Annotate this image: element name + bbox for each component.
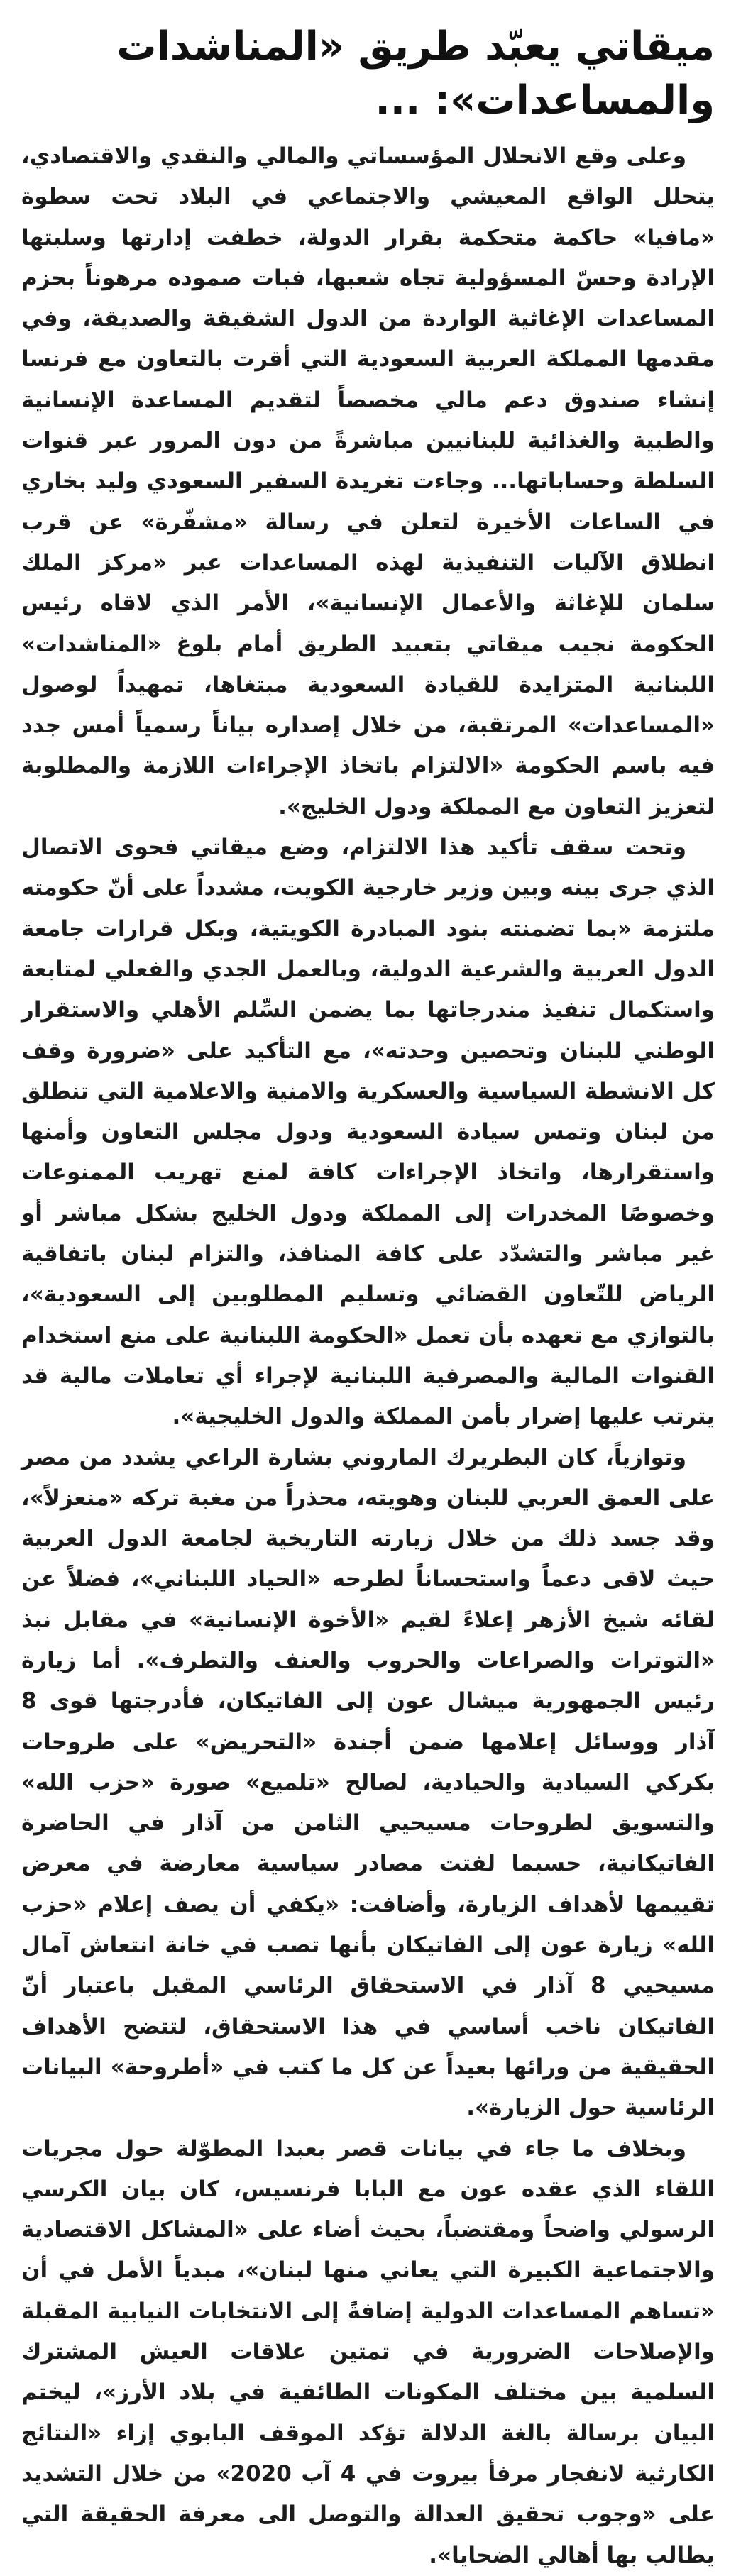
article-body (21, 136, 715, 2576)
article-paragraph: وبخلاف ما جاء في بيانات قصر بعبدا المطوّلة حول مجريات اللقاء الذي عقده عون مع البابا فرنسيس، كان بيان الكرسي الرسولي واضحاً ومقتضباً، بحيث أضاء على «المشاكل الاقتصادية والاجتماعية الكبيرة التي يعاني منها لبنان»، مبدياً الأمل في أن «تساهم المساعدات الدولية إضافةً إلى الانتخابات النيابية المقبلة والإصلاحات الضرورية في تمتين علاقات العيش المشترك السلمية بين مختلف المكونات الطائفية في بلاد الأرز»، ليختم البيان برسالة بالغة الدلالة تؤكد الموقف البابوي إزاء «النتائج الكارثية لانفجار مرفأ بيروت في 4 آب 2020» من خلال التشديد على «وجوب تحقيق العدالة والتوصل الى معرفة الحقيقة التي يطالب بها أهالي الضحايا». (21, 2135, 715, 2568)
article-paragraph: وتوازياً، كان البطريرك الماروني بشارة الراعي يشدد من مصر على العمق العربي للبنان وهويته، محذراً من مغبة تركه «منعزلاً»، وقد جسد ذلك من خلال زيارته التاريخية لجامعة الدول العربية حيث لاقى دعماً واستحساناً لطرحه «الحياد اللبناني»، فضلاً عن لقائه شيخ الأزهر إعلاءً لقيم «الأخوة الإنسانية» في مقابل نبذ «التوترات والصراعات والحروب والعنف والتطرف». أما زيارة رئيس الجمهورية ميشال عون إلى الفاتيكان، فأدرجتها قوى 8 آذار ووسائل إعلامها ضمن أجندة «التحريض» على طروحات بكركي السيادية والحيادية، لصالح «تلميع» صورة «حزب الله» والتسويق لطروحات مسيحيي الثامن من آذار في الحاضرة الفاتيكانية، حسبما لفتت مصادر سياسية معارضة في معرض تقييمها لأهداف الزيارة، وأضافت: «يكفي أن يصف إعلام «حزب الله» زيارة عون إلى الفاتيكان بأنها تصب في خانة انتعاش آمال مسيحيي 8 آذار في الاستحقاق الرئاسي المقبل باعتبار أنّ الفاتيكان ناخب أساسي في هذا الاستحقاق، لتتضح الأهداف الحقيقية من ورائها بعيداً عن كل ما كتب في «أطروحة» البيانات الرئاسية حول الزيارة». (21, 1444, 715, 2121)
article-paragraph: وتحت سقف تأكيد هذا الالتزام، وضع ميقاتي فحوى الاتصال الذي جرى بينه وبين وزير خارجية الكويت، مشدداً على أنّ حكومته ملتزمة «بما تضمنته بنود المبادرة الكويتية، وبكل قرارات جامعة الدول العربية والشرعية الدولية، وبالعمل الجدي والفعلي لمتابعة واستكمال تنفيذ مندرجاتها بما يضمن السِّلم الأهلي والاستقرار الوطني للبنان وتحصين وحدته»، مع التأكيد على «ضرورة وقف كل الانشطة السياسية والعسكرية والامنية والاعلامية التي تنطلق من لبنان وتمس سيادة السعودية ودول مجلس التعاون وأمنها واستقرارها، واتخاذ الإجراءات كافة لمنع تهريب الممنوعات وخصوصًا المخدرات إلى المملكة ودول الخليج بشكل مباشر أو غير مباشر والتشدّد على كافة المنافذ، والتزام لبنان باتفاقية الرياض للتّعاون القضائي وتسليم المطلوبين إلى السعودية»، بالتوازي مع تعهده بأن تعمل «الحكومة اللبنانية على منع استخدام القنوات المالية والمصرفية اللبنانية لإجراء أي تعاملات مالية قد يترتب عليها إضرار بأمن المملكة والدول الخليجية». (21, 835, 715, 1430)
article-paragraph: وعلى وقع الانحلال المؤسساتي والمالي والنقدي والاقتصادي، يتحلل الواقع المعيشي والاجتماعي في البلاد تحت سطوة «مافيا» حاكمة متحكمة بقرار الدولة، خطفت إدارتها وسلبتها الإرادة وحسّ المسؤولية تجاه شعبها، فبات صموده مرهوناً بحزم المساعدات الإغاثية الواردة من الدول الشقيقة والصديقة، وفي مقدمها المملكة العربية السعودية التي أقرت بالتعاون مع فرنسا إنشاء صندوق دعم مالي مخصصاً لتقديم المساعدة الإنسانية والطبية والغذائية للبنانيين مباشرةً من دون المرور عبر قنوات السلطة وحساباتها... وجاءت تغريدة السفير السعودي وليد بخاري في الساعات الأخيرة لتعلن في رسالة «مشفّرة» عن قرب انطلاق الآليات التنفيذية لهذه المساعدات عبر «مركز الملك سلمان للإغاثة والأعمال الإنسانية»، الأمر الذي لاقاه رئيس الحكومة نجيب ميقاتي بتعبيد الطريق أمام بلوغ «المناشدات» اللبنانية المتزايدة للقيادة السعودية مبتغاها، تمهيداً لوصول «المساعدات» المرتقبة، من خلال إصداره بياناً رسمياً أمس جدد فيه باسم الحكومة «الالتزام باتخاذ الإجراءات اللازمة والمطلوبة لتعزيز التعاون مع المملكة ودول الخليج». (21, 143, 715, 820)
article-headline: ميقاتي يعبّد طريق «المناشدات والمساعدات»: ... (116, 23, 715, 123)
